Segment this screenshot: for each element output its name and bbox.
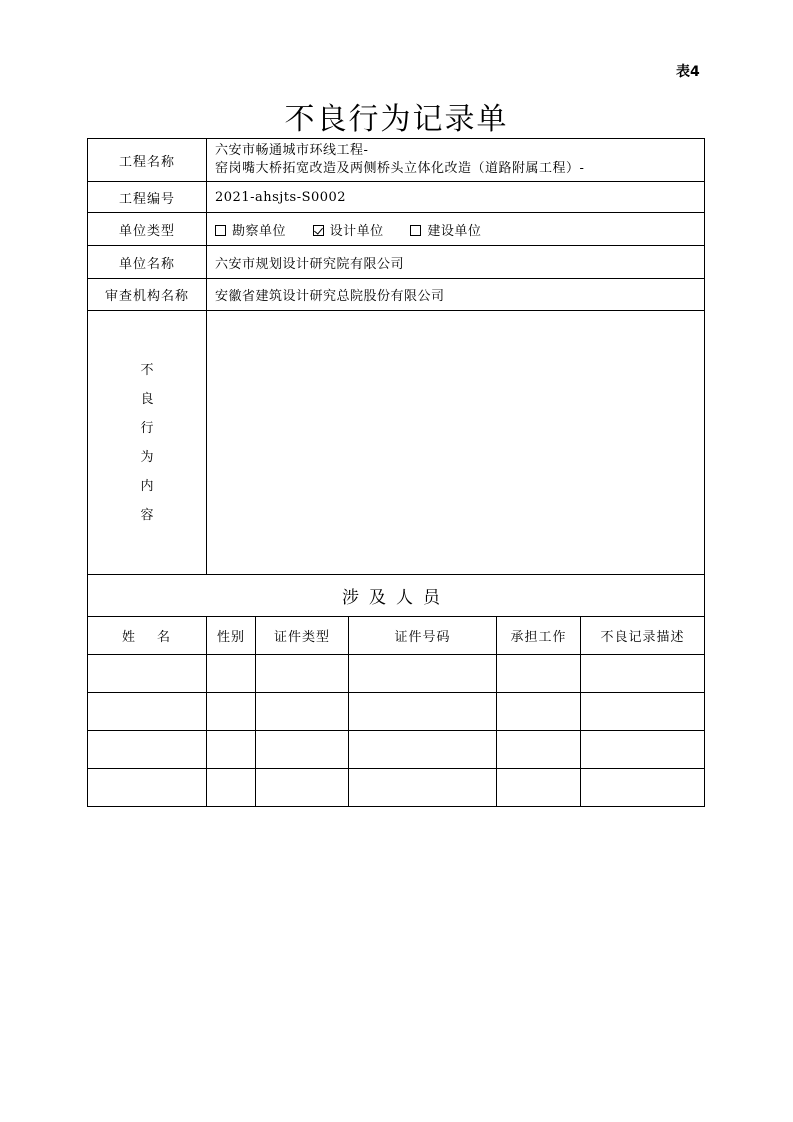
table-cell[interactable]	[349, 769, 497, 807]
table-cell[interactable]	[88, 731, 207, 769]
column-header-description: 不良记录描述	[581, 617, 705, 655]
table-cell[interactable]	[349, 693, 497, 731]
misconduct-label-char: 良	[140, 391, 154, 407]
project-name-label: 工程名称	[88, 139, 207, 182]
unit-type-option-construction[interactable]	[410, 220, 481, 239]
row-personnel-heading	[88, 575, 705, 617]
table-row	[88, 731, 705, 769]
table-cell[interactable]	[256, 655, 349, 693]
column-header-name: 姓名	[88, 617, 207, 655]
misconduct-record-form	[87, 138, 705, 807]
unit-type-label: 单位类型	[88, 213, 207, 246]
row-review-agency	[88, 279, 705, 311]
table-row	[88, 693, 705, 731]
project-name-line: 六安市畅通城市环线工程-	[215, 143, 369, 158]
misconduct-content-field[interactable]	[207, 311, 705, 575]
table-row	[88, 655, 705, 693]
unit-type-option-design[interactable]	[313, 220, 384, 239]
misconduct-label-char: 不	[140, 362, 154, 378]
unit-type-option-label: 建设单位	[427, 223, 482, 239]
misconduct-label-char: 为	[140, 449, 154, 465]
column-header-id-type: 证件类型	[256, 617, 349, 655]
table-cell[interactable]	[207, 731, 256, 769]
review-agency-label: 审查机构名称	[88, 279, 207, 311]
table-cell[interactable]	[349, 655, 497, 693]
table-cell[interactable]	[256, 769, 349, 807]
table-row	[88, 769, 705, 807]
table-cell[interactable]	[581, 769, 705, 807]
checkbox-checked-icon[interactable]	[313, 225, 324, 236]
misconduct-label-char: 内	[140, 478, 154, 494]
column-header-id-number: 证件号码	[349, 617, 497, 655]
table-cell[interactable]	[256, 693, 349, 731]
row-misconduct-content	[88, 311, 705, 575]
document-title: 不良行为记录单	[284, 102, 509, 137]
project-number-value: 2021-ahsjts-S0002	[207, 182, 705, 213]
misconduct-content-label	[88, 311, 207, 575]
table-cell[interactable]	[256, 731, 349, 769]
table-cell[interactable]	[88, 769, 207, 807]
table-cell[interactable]	[88, 693, 207, 731]
table-cell[interactable]	[497, 769, 581, 807]
column-header-gender: 性别	[207, 617, 256, 655]
unit-name-value: 六安市规划设计研究院有限公司	[207, 246, 705, 279]
misconduct-label-char: 容	[140, 507, 154, 523]
table-cell[interactable]	[497, 731, 581, 769]
checkbox-icon[interactable]	[410, 225, 421, 236]
row-project-number	[88, 182, 705, 213]
table-cell[interactable]	[349, 731, 497, 769]
personnel-section-title: 涉及人员	[88, 575, 705, 617]
table-number: 表4	[676, 64, 700, 80]
project-number-label: 工程编号	[88, 182, 207, 213]
table-cell[interactable]	[581, 731, 705, 769]
table-cell[interactable]	[497, 655, 581, 693]
table-cell[interactable]	[581, 655, 705, 693]
project-name-line: 窑岗嘴大桥拓宽改造及两侧桥头立体化改造（道路附属工程）-	[215, 161, 585, 176]
checkbox-icon[interactable]	[215, 225, 226, 236]
project-name-value	[207, 139, 705, 182]
table-cell[interactable]	[207, 769, 256, 807]
table-cell[interactable]	[207, 693, 256, 731]
column-header-duty: 承担工作	[497, 617, 581, 655]
misconduct-label-char: 行	[140, 420, 154, 436]
unit-name-label: 单位名称	[88, 246, 207, 279]
row-project-name	[88, 139, 705, 182]
review-agency-value: 安徽省建筑设计研究总院股份有限公司	[207, 279, 705, 311]
table-cell[interactable]	[207, 655, 256, 693]
table-cell[interactable]	[497, 693, 581, 731]
table-cell[interactable]	[88, 655, 207, 693]
unit-type-option-label: 设计单位	[329, 223, 384, 239]
row-unit-name	[88, 246, 705, 279]
row-unit-type	[88, 213, 705, 246]
unit-type-option-label: 勘察单位	[232, 223, 287, 239]
unit-type-options	[207, 213, 705, 246]
unit-type-option-survey[interactable]	[215, 220, 286, 239]
personnel-header-row	[88, 617, 705, 655]
table-cell[interactable]	[581, 693, 705, 731]
